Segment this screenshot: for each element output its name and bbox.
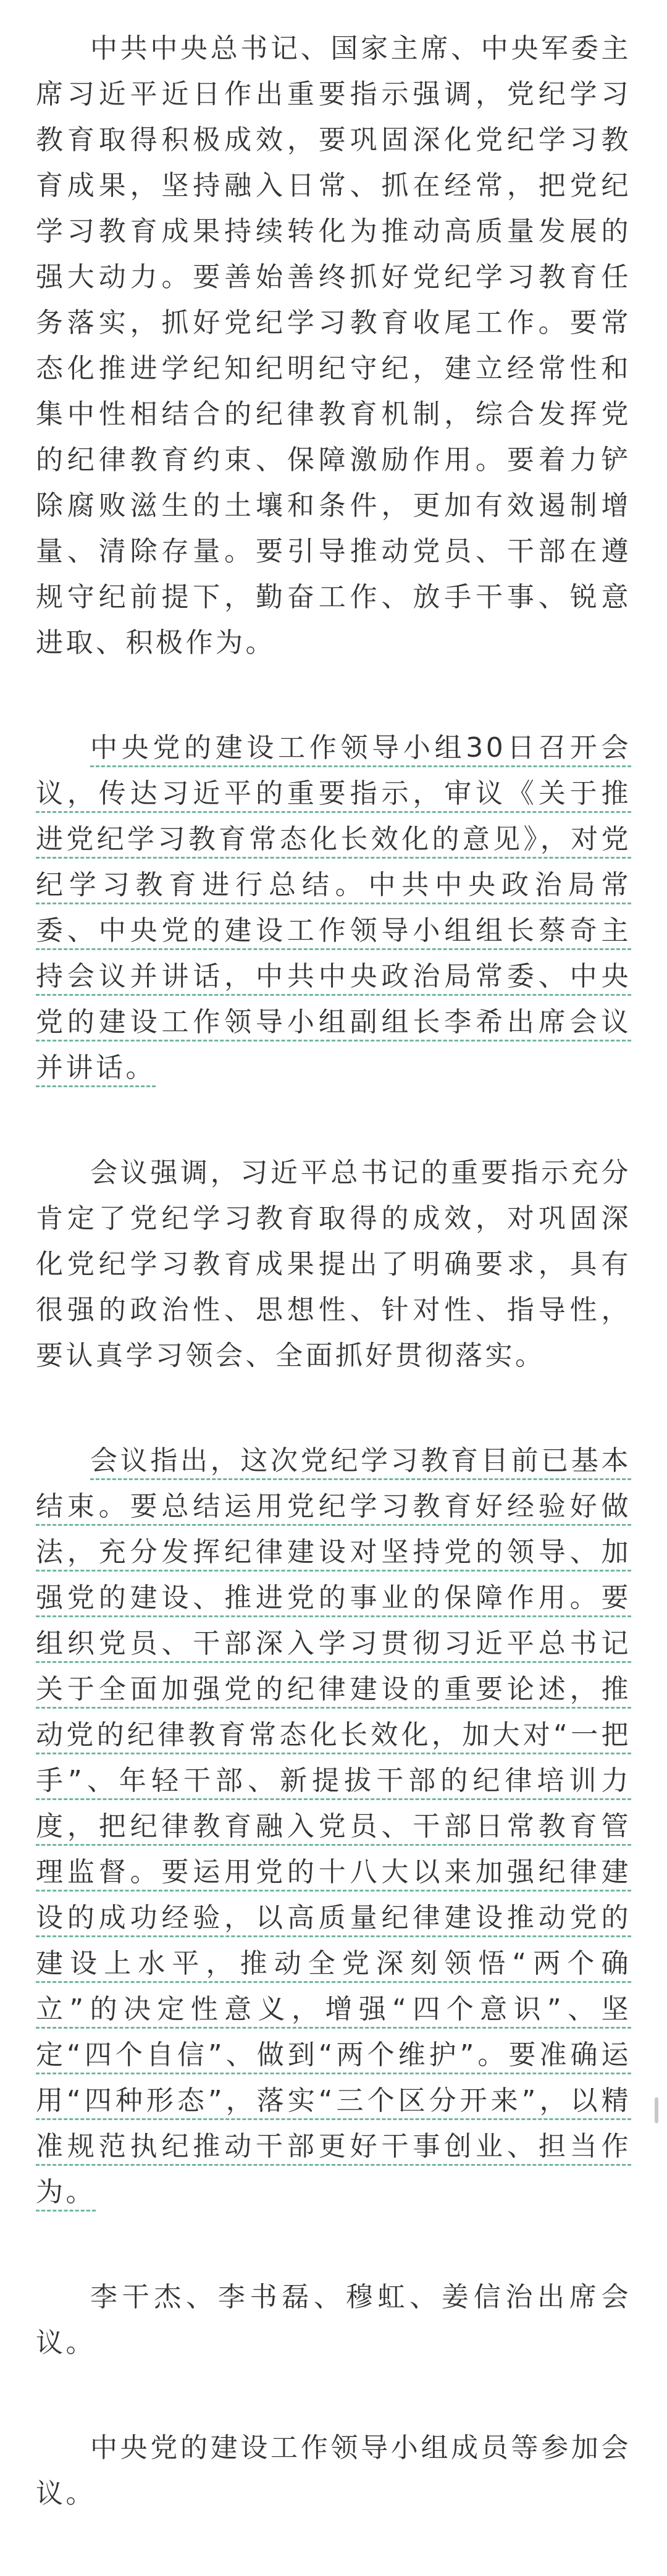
paragraph-5: 李干杰、李书磊、穆虹、姜信治出席会议。	[36, 2281, 631, 2359]
paragraph-6: 中央党的建设工作领导小组成员等参加会议。	[36, 2432, 631, 2509]
paragraph-1: 中共中央总书记、国家主席、中央军委主席习近平近日作出重要指示强调，党纪学习教育取得积极成效，要巩固深化党纪学习教育成果，坚持融入日常、抓在经常，把党纪学习教育成果持续转化为推动高质量发展的强大动力。要善始善终抓好党纪学习教育任务落实，抓好党纪学习教育收尾工作。要常态化推进学纪知纪明纪守纪，建立经常性和集中性相结合的纪律教育机制，综合发挥党的纪律教育约束、保障激励作用。要着力铲除腐败滋生的土壤和条件，更加有效遏制增量、清除存量。要引导推动党员、干部在遵规守纪前提下，勤奋工作、放手干事、锐意进取、积极作为。	[36, 33, 631, 659]
paragraph-2: 中央党的建设工作领导小组30日召开会议，传达习近平的重要指示，审议《关于推进党纪学习教育常态化长效化的意见》，对党纪学习教育进行总结。中共中央政治局常委、中央党的建设工作领导小组组长蔡奇主持会议并讲话，中共中央政治局常委、中央党的建设工作领导小组副组长李希出席会议并讲话。	[36, 732, 631, 1084]
scrollbar-thumb[interactable]	[655, 2097, 658, 2123]
article-body	[36, 26, 631, 2576]
paragraph-3: 会议强调，习近平总书记的重要指示充分肯定了党纪学习教育取得的成效，对巩固深化党纪学习教育成果提出了明确要求，具有很强的政治性、思想性、针对性、指导性，要认真学习领会、全面抓好贯彻落实。	[36, 1157, 631, 1371]
paragraph-4: 会议指出，这次党纪学习教育目前已基本结束。要总结运用党纪学习教育好经验好做法，充分发挥纪律建设对坚持党的领导、加强党的建设、推进党的事业的保障作用。要组织党员、干部深入学习贯彻习近平总书记关于全面加强党的纪律建设的重要论述，推动党的纪律教育常态化长效化，加大对“一把手”、年轻干部、新提拔干部的纪律培训力度，把纪律教育融入党员、干部日常教育管理监督。要运用党的十八大以来加强纪律建设的成功经验，以高质量纪律建设推动党的建设上水平，推动全党深刻领悟“两个确立”的决定性意义，增强“四个意识”、坚定“四个自信”、做到“两个维护”。要准确运用“四种形态”，落实“三个区分开来”，以精准规范执纪推动干部更好干事创业、担当作为。	[36, 1445, 631, 2208]
